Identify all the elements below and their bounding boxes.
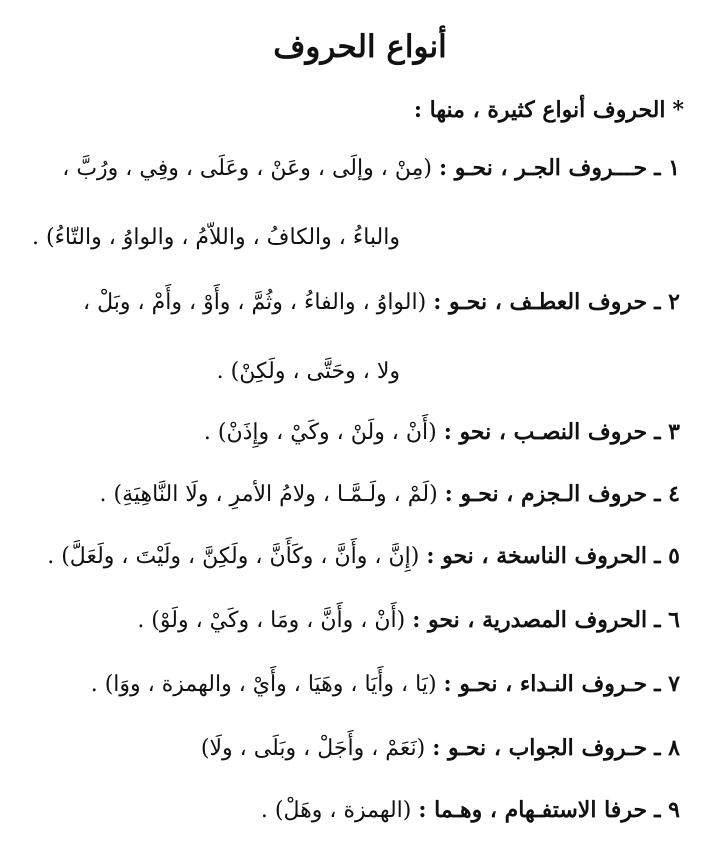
item-name: الحروف الناسخة ، نحو : bbox=[426, 543, 648, 569]
item-number: ٦ ـ bbox=[654, 607, 680, 633]
item-examples: (الهمزة ، وهَلْ) . bbox=[260, 798, 412, 823]
item-examples-continued: ولا ، وحَتَّى ، ولَكِنْ) . bbox=[216, 359, 400, 384]
list-item-3 bbox=[20, 414, 680, 450]
item-number: ١ ـ bbox=[654, 155, 680, 181]
item-number: ٩ ـ bbox=[654, 797, 680, 823]
item-name: حرفا الاستفـهام ، وهـما : bbox=[418, 797, 648, 823]
item-examples: (أَنْ ، وأَنَّ ، ومَا ، وكَيْ ، ولَوْ) . bbox=[137, 608, 406, 633]
item-name: حروف النصـب ، نحو : bbox=[443, 419, 648, 445]
item-examples: (مِنْ ، وإلَى ، وعَنْ ، وعَلَى ، وفِي ، ورُبَّ ، bbox=[62, 156, 432, 181]
list-item-1 bbox=[20, 150, 680, 256]
item-number: ٥ ـ bbox=[654, 543, 680, 569]
item-examples: (لَمْ ، ولَـمَّـا ، ولامُ الأمرِ ، ولَا النَّاهِيَةِ) . bbox=[99, 482, 438, 507]
list-item-5 bbox=[20, 538, 680, 574]
list-item-7 bbox=[20, 666, 680, 702]
item-examples: (إِنَّ ، وأَنَّ ، وكَأَنَّ ، ولَكِنَّ ، ولَيْتَ ، ولَعَلَّ) . bbox=[47, 544, 420, 569]
item-number: ٢ ـ bbox=[654, 289, 680, 315]
item-examples: (نَعَمْ ، وأَجَلْ ، وبَلَى ، ولَا) bbox=[200, 736, 426, 761]
item-name: حـروف الجواب ، نحـو : bbox=[432, 735, 648, 761]
item-name: حروف العطـف ، نحـو : bbox=[433, 289, 648, 315]
list-item-9 bbox=[20, 792, 680, 828]
item-examples: (الواوُ ، والفاءُ ، وثُمَّ ، وأَوْ ، وأَمْ ، وبَلْ ، bbox=[83, 290, 427, 315]
item-number: ٧ ـ bbox=[654, 671, 680, 697]
item-examples-continued: والباءُ ، والكافُ ، واللاّمُ ، والواوُ ، والتّاءُ) . bbox=[32, 225, 400, 250]
item-number: ٨ ـ bbox=[654, 735, 680, 761]
item-name: حروف الـجزم ، نحـو : bbox=[444, 481, 648, 507]
item-name: حـــروف الجـر ، نحـو : bbox=[438, 155, 648, 181]
list-item-4 bbox=[20, 476, 680, 512]
list-item-2 bbox=[20, 284, 680, 390]
item-examples: (أَنْ ، ولَنْ ، وكَيْ ، وإِذَنْ) . bbox=[203, 420, 437, 445]
item-number: ٤ ـ bbox=[654, 481, 680, 507]
item-number: ٣ ـ bbox=[654, 419, 680, 445]
list-item-6 bbox=[20, 602, 680, 638]
item-examples: (يَا ، وأَيَا ، وهَيَا ، وأَيْ ، والهمزة ، ووَا) . bbox=[90, 672, 437, 697]
item-name: حـروف النـداء ، نحـو : bbox=[443, 671, 648, 697]
list-item-8 bbox=[20, 730, 680, 766]
star-marker: * bbox=[672, 97, 684, 123]
intro-text: الحروف أنواع كثيرة ، منها : bbox=[413, 97, 666, 123]
item-name: الحروف المصدرية ، نحو : bbox=[412, 607, 648, 633]
page-title: أنواع الحروف bbox=[273, 29, 447, 65]
intro-line bbox=[414, 92, 684, 129]
